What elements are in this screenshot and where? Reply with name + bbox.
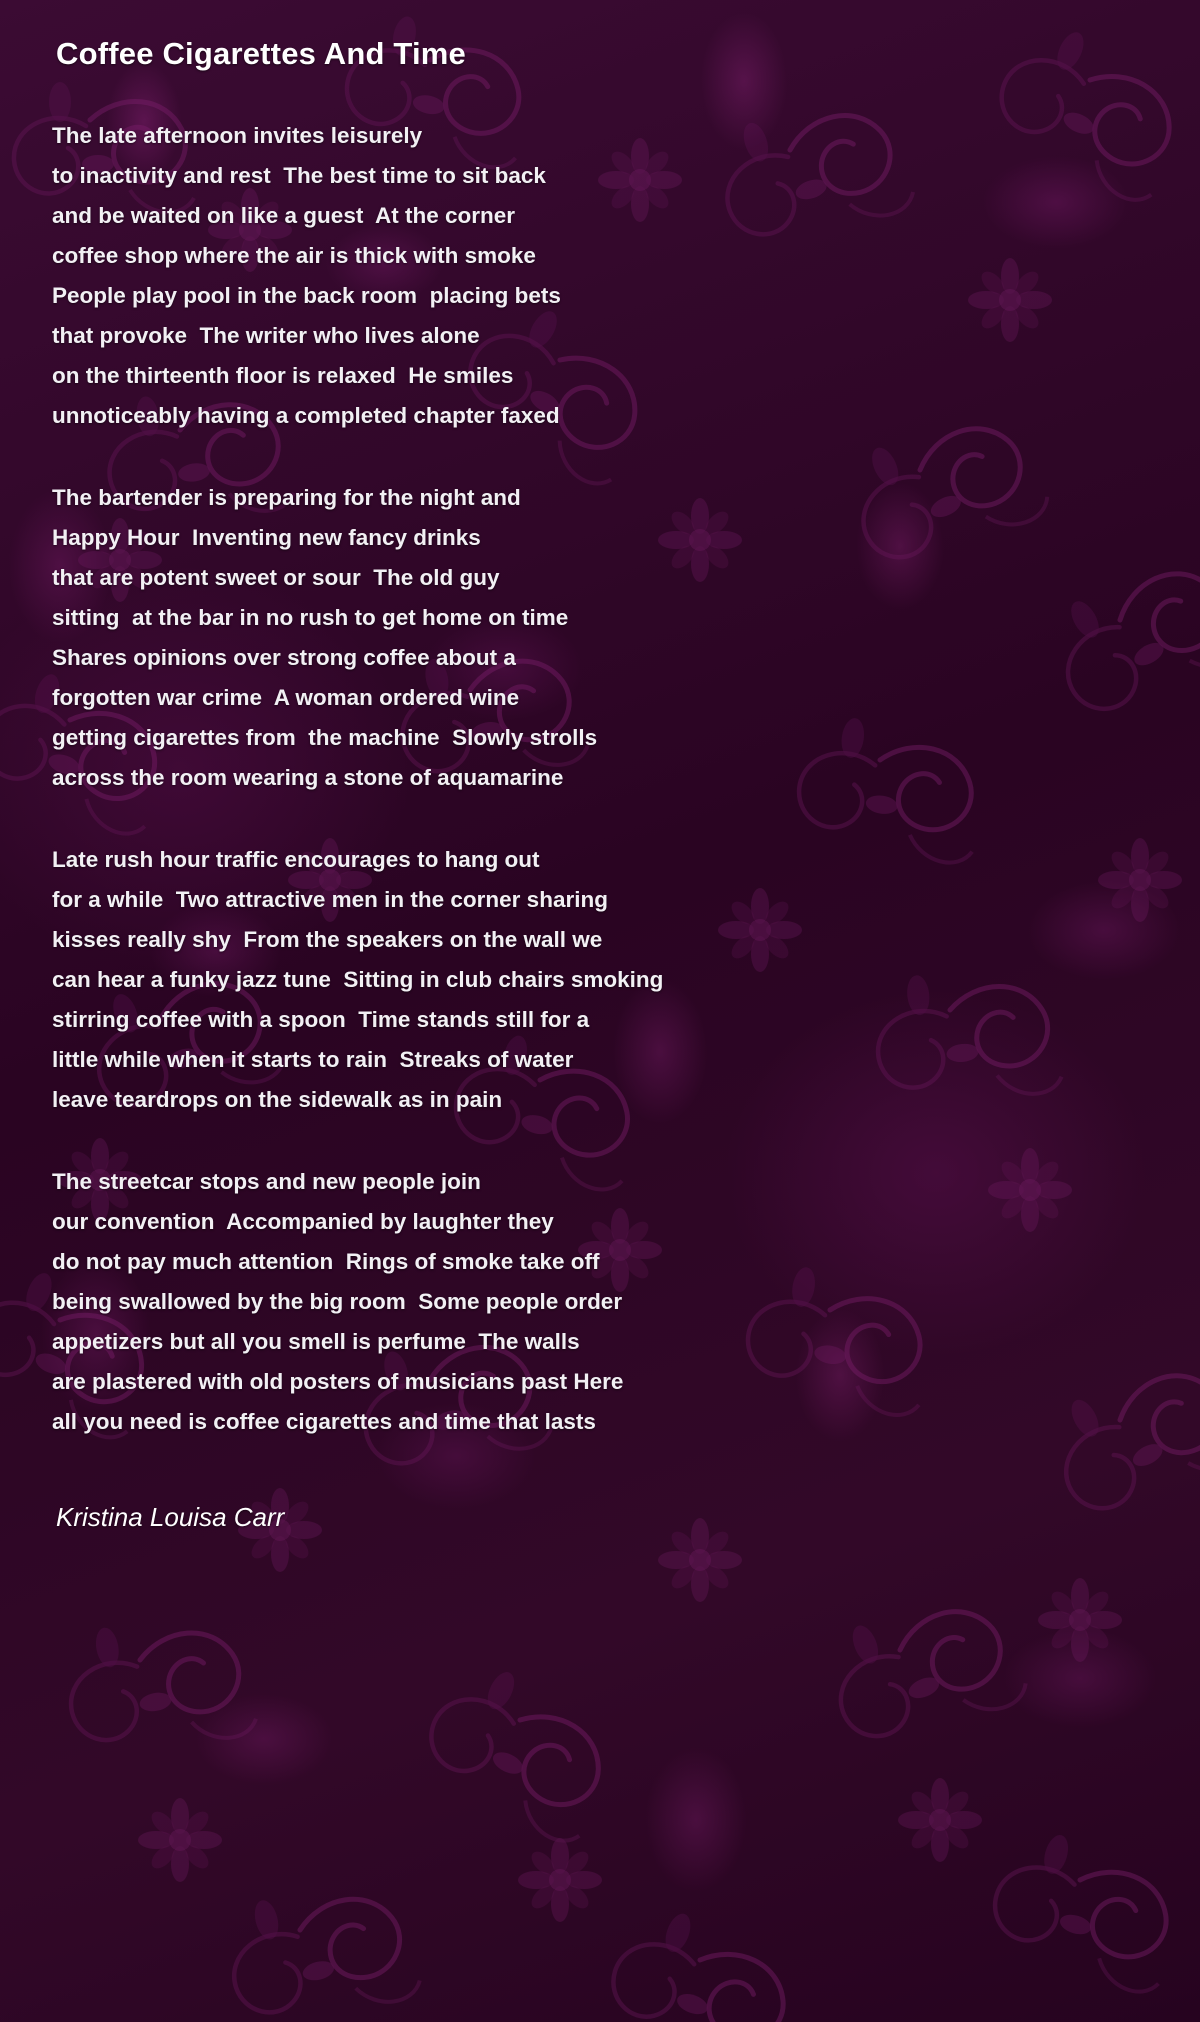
poem-line: Happy Hour Inventing new fancy drinks [52,525,481,550]
poem-line: that provoke The writer who lives alone [52,323,480,348]
poem-line: our convention Accompanied by laughter they [52,1209,554,1234]
poem-line: to inactivity and rest The best time to sit back [52,163,546,188]
stanza-4 [52,1162,1148,1442]
stanza-3 [52,840,1148,1120]
stanza-1 [52,116,1148,436]
poem-line: that are potent sweet or sour The old guy [52,565,500,590]
poem-author: Kristina Louisa Carr [56,1502,285,1532]
poem-line: Late rush hour traffic encourages to hang out [52,847,540,872]
poem-line: being swallowed by the big room Some people order [52,1289,623,1314]
poem-line: sitting at the bar in no rush to get home on time [52,605,569,630]
poem-line: The bartender is preparing for the night and [52,485,521,510]
poem-line: across the room wearing a stone of aquamarine [52,765,564,790]
poem-line: getting cigarettes from the machine Slowly strolls [52,725,598,750]
poem-line: The late afternoon invites leisurely [52,123,423,148]
poem-line: for a while Two attractive men in the corner sharing [52,887,608,912]
poem-line: do not pay much attention Rings of smoke take off [52,1249,600,1274]
poem-line: are plastered with old posters of musicians past Here [52,1369,624,1394]
poem-line: kisses really shy From the speakers on the wall we [52,927,603,952]
poem-line: coffee shop where the air is thick with smoke [52,243,536,268]
poem-line: all you need is coffee cigarettes and time that lasts [52,1409,596,1434]
poem-line: People play pool in the back room placing bets [52,283,561,308]
poem-line: can hear a funky jazz tune Sitting in club chairs smoking [52,967,664,992]
poem-line: Shares opinions over strong coffee about a [52,645,516,670]
poem-line: forgotten war crime A woman ordered wine [52,685,520,710]
poem-line: little while when it starts to rain Streaks of water [52,1047,574,1072]
poem-line: unnoticeably having a completed chapter faxed [52,403,560,428]
poem-line: stirring coffee with a spoon Time stands still for a [52,1007,590,1032]
poem-line: The streetcar stops and new people join [52,1169,481,1194]
poem-line: and be waited on like a guest At the corner [52,203,516,228]
poem-line: leave teardrops on the sidewalk as in pain [52,1087,503,1112]
page-title: Coffee Cigarettes And Time [56,36,467,71]
poem-line: on the thirteenth floor is relaxed He smiles [52,363,514,388]
stanza-2 [52,478,1148,798]
poem-line: appetizers but all you smell is perfume The walls [52,1329,580,1354]
